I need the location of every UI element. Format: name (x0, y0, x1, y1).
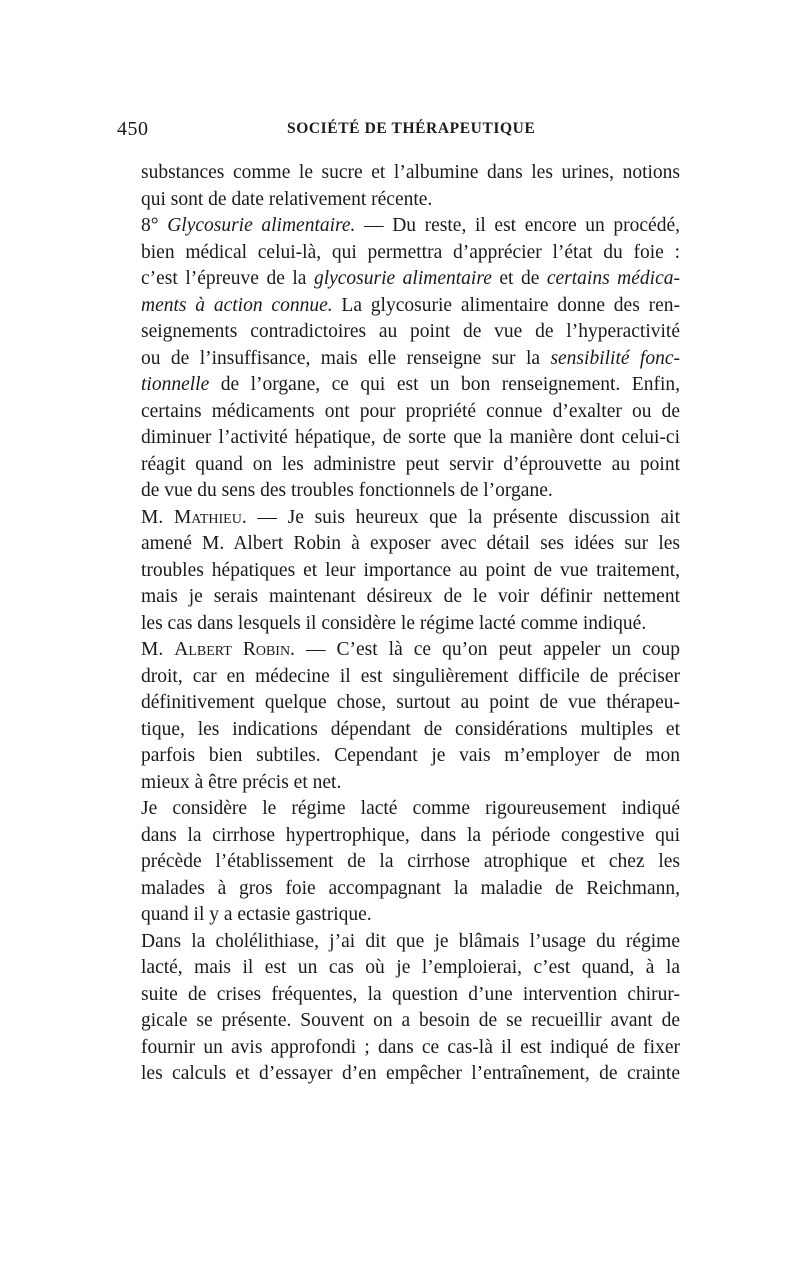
text-run: qui sont de date relativement récente. (141, 188, 433, 210)
text-run: bien médical celui-là, qui permettra d’apprécier l’état du foie : (141, 241, 680, 263)
italic-run: certains médica- (546, 268, 680, 289)
text-line (117, 160, 680, 187)
text-run: La glycosurie alimentaire donne des ren- (332, 294, 681, 316)
text-line (117, 611, 680, 638)
text-run: malades à gros foie accompagnant la maladie de Reichmann, (141, 877, 680, 899)
text-line (117, 293, 680, 320)
page-number: 450 (117, 118, 149, 140)
text-run: de l’organe, ce qui est un bon renseignement. Enfin, (209, 374, 680, 395)
text-line (117, 266, 680, 293)
text-line (117, 531, 680, 558)
speaker-name: Albert Robin. (174, 639, 295, 660)
text-run: gicale se présente. Souvent on a besoin de se recueillir avant de (141, 1010, 680, 1031)
text-line (117, 478, 680, 505)
text-line (117, 717, 680, 744)
text-line (117, 372, 680, 399)
paragraph (117, 160, 680, 213)
text-run: et de (491, 268, 547, 289)
text-run: définitivement quelque chose, surtout au point de vue thérapeu- (141, 692, 680, 713)
text-run: Je considère le régime lacté comme rigoureusement indiqué (141, 798, 680, 819)
text-run: amené M. Albert Robin à exposer avec détail ses idées sur les (141, 533, 680, 554)
text-line (117, 823, 680, 850)
speaker-name: Mathieu. (173, 506, 247, 528)
italic-run: tionnelle (141, 374, 210, 395)
paragraph (117, 929, 680, 1088)
text-run: suite de crises fréquentes, la question d’une intervention chirur- (141, 983, 680, 1005)
text-line (117, 876, 680, 903)
text-run: parfois bien subtiles. Cependant je vais m’employer de mon (141, 745, 680, 766)
text-line (117, 849, 680, 876)
text-run: quand il y a ectasie gastrique. (141, 904, 372, 925)
text-line (117, 955, 680, 982)
italic-run: glycosurie alimentaire (313, 268, 492, 289)
text-line (117, 187, 680, 214)
paragraph (117, 796, 680, 929)
text-line (117, 743, 680, 770)
italic-run: ments à action connue. (141, 294, 333, 316)
text-line (117, 1008, 680, 1035)
text-line (117, 929, 680, 956)
text-run: les cas dans lesquels il considère le régime lacté comme indiqué. (141, 612, 647, 634)
text-line (117, 399, 680, 426)
text-line (117, 346, 680, 373)
text-line (117, 1035, 680, 1062)
italic-run: sensibilité fonc- (550, 347, 680, 369)
text-line (117, 664, 680, 691)
text-run: droit, car en médecine il est singulièrement difficile de préciser (141, 665, 680, 687)
text-line (117, 558, 680, 585)
text-run: dans la cirrhose hypertrophique, dans la période congestive qui (141, 824, 680, 846)
text-run: mieux à être précis et net. (141, 771, 342, 793)
text-run: ou de l’insuffisance, mais elle renseigne sur la (141, 347, 551, 369)
text-line (117, 902, 680, 929)
text-run: 8° (141, 215, 168, 236)
text-run: substances comme le sucre et l’albumine dans les urines, notions (141, 162, 680, 183)
text-line (117, 982, 680, 1009)
text-line (117, 1061, 680, 1088)
page-header (117, 118, 680, 142)
text-run: de vue du sens des troubles fonctionnels de l’organe. (141, 480, 553, 501)
text-run: troubles hépatiques et leur importance au point de vue traitement, (141, 559, 680, 581)
text-run: — C’est là ce qu’on peut appeler un coup (294, 639, 680, 660)
paragraph (117, 505, 680, 638)
text-run: Dans la cholélithiase, j’ai dit que je blâmais l’usage du régime (141, 930, 680, 952)
paragraph (117, 637, 680, 796)
text-line (117, 505, 680, 532)
text-run: les calculs et d’essayer d’en empêcher l’entraînement, de crainte (141, 1063, 680, 1084)
text-line (117, 425, 680, 452)
text-run: lacté, mais il est un cas où je l’emploierai, c’est quand, à la (141, 957, 680, 978)
text-run: — Je suis heureux que la présente discussion ait (246, 506, 680, 528)
text-line (117, 240, 680, 267)
text-run: M. (141, 639, 175, 660)
running-head: SOCIÉTÉ DE THÉRAPEUTIQUE (287, 120, 536, 137)
text-line (117, 319, 680, 346)
text-run: tique, les indications dépendant de considérations multiples et (141, 718, 680, 740)
paragraph (117, 213, 680, 505)
text-line (117, 637, 680, 664)
text-line (117, 690, 680, 717)
text-run: c’est l’épreuve de la (141, 268, 314, 289)
text-line (117, 770, 680, 797)
text-line (117, 452, 680, 479)
text-line (117, 213, 680, 240)
text-run: diminuer l’activité hépatique, de sorte que la manière dont celui-ci (141, 427, 680, 448)
text-run: mais je serais maintenant désireux de le voir définir nettement (141, 586, 680, 607)
text-run: M. (141, 506, 174, 528)
italic-run: Glycosurie alimentaire. (167, 215, 356, 236)
text-line (117, 584, 680, 611)
text-run: fournir un avis approfondi ; dans ce cas-là il est indiqué de fixer (141, 1036, 680, 1058)
text-run: précède l’établissement de la cirrhose atrophique et chez les (141, 851, 680, 872)
body-text (117, 160, 680, 1088)
text-run: réagit quand on les administre peut servir d’éprouvette au point (141, 453, 680, 475)
text-run: — Du reste, il est encore un procédé, (355, 215, 680, 236)
text-run: certains médicaments ont pour propriété connue d’exalter ou de (141, 400, 680, 422)
text-line (117, 796, 680, 823)
text-run: seignements contradictoires au point de vue de l’hyperactivité (141, 321, 680, 342)
